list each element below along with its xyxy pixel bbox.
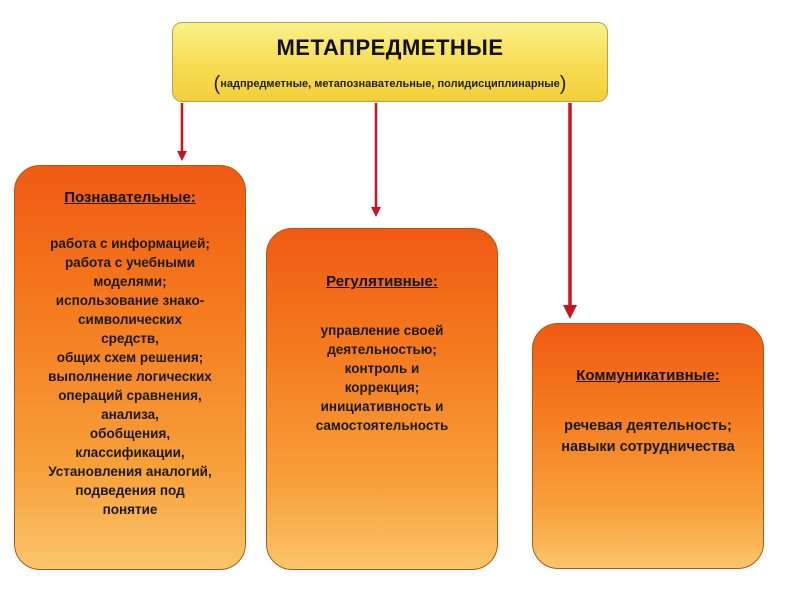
header-title: МЕТАПРЕДМЕТНЫЕ [276, 35, 504, 60]
cognitive-box [14, 165, 246, 570]
regulatory-body: управление своей деятельностью; контроль и коррекция; инициативность и самостоятельность [315, 323, 449, 433]
communicative-body: речевая деятельность; навыки сотрудничества [561, 418, 735, 455]
cognitive-body: работа с информацией; работа с учебными моделями; использование знако- символических средств, общих схем решения; выполнение логических операций сравнения, анализа, обобщения, классификации, Установления аналогий, подведения под понятие [48, 236, 212, 517]
header-subtitle-line [173, 73, 607, 96]
close-paren: ) [559, 73, 567, 95]
communicative-box [532, 323, 764, 569]
cognitive-title: Познавательные: [64, 189, 196, 206]
communicative-title: Коммуникативные: [576, 367, 720, 384]
regulatory-box [266, 228, 498, 570]
header-subtitle: надпредметные, метапознавательные, полидисциплинарные [220, 78, 560, 90]
header-box [172, 22, 608, 102]
regulatory-title: Регулятивные: [326, 273, 438, 290]
open-paren: ( [213, 73, 221, 95]
